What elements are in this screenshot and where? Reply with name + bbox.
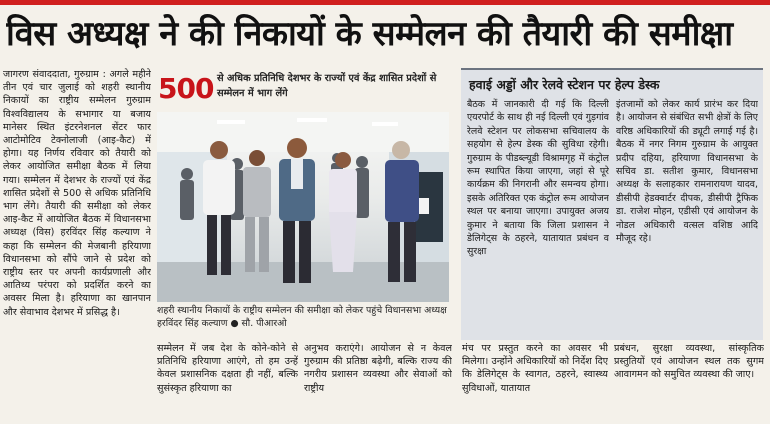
article-column-bottom-1: मंच पर प्रस्तुत करने का अवसर भी मिलेगा। उन्होंने अधिकारियों को निर्देश दिए कि डेलिगेट्स के स्वागत, ठहरने, स्वास्थ्य सुविधाओं, यातायात — [462, 343, 608, 394]
article-column-bottom-2: प्रबंधन, सुरक्षा व्यवस्था, सांस्कृतिक प्रस्तुतियों एवं आयोजन स्थल तक सुगम आवागमन को समुचित व्यवस्था की जाए। — [614, 343, 764, 381]
stat-number: 500 — [158, 72, 214, 105]
photo-caption: शहरी स्थानीय निकायों के राष्ट्रीय सम्मेलन की समीक्षा को लेकर पहुंचे विधानसभा अध्यक्ष हरविंदर सिंह कल्याण ● सौ. पीआरओ — [157, 305, 447, 329]
article-column-mid-1: सम्मेलन में जब देश के कोने-कोने से प्रतिनिधि हरियाणा आएंगे, तो हम उन्हें केवल प्रशासनिक दक्षता ही नहीं, बल्कि सुसंस्कृत हरियाणा का — [157, 343, 298, 394]
article-column-left: जागरण संवाददाता, गुरुग्राम : अगले महीने तीन एवं चार जुलाई को शहरी स्थानीय निकायों का राष्ट्रीय सम्मेलन गुरुग्राम विश्वविद्यालय के सभागार या बजाय मानेसर स्थित इंटरनेशनल सेंटर फार आटोमोटिव टेक्नोलाजी (आइ-कैट) में होगा। यह निर्णय रविवार को तैयारी को लेकर आयोजित समीक्षा बैठक में लिया गया। सम्मेलन में देशभर के राज्यों एवं केंद्र शासित प्रदेशों से 500 से अधिक प्रतिनिधि भाग लेंगे। तैयारी की समीक्षा को लेकर आइ-कैट में आयोजित बैठक में विधानसभा अध्यक्ष (विस) हरविंदर सिंह कल्याण ने कहा कि सम्मेलन की मेजबानी हरियाणा विधानसभा को सौंपे जाने से प्रदेश को राष्ट्रीय स्तर पर अपनी कार्यप्रणाली और आतिथ्य परंपरा को प्रदर्शित करने का अवसर मिला है। हरियाणा का खानपान और सेवाभाव देशभर में प्रसिद्ध है। — [3, 69, 151, 318]
headline: विस अध्यक्ष ने की निकायों के सम्मेलन की तैयारी की समीक्षा — [6, 14, 733, 54]
box-column-2: इंतजामों को लेकर कार्य प्रारंभ कर दिया है। आयोजन से संबंधित सभी क्षेत्रों के लिए वरिष्ठ अधिकारियों की ड्यूटी लगाई गई है। बैठक में नगर निगम गुरुग्राम के आयुक्त प्रदीप दहिया, हरियाणा विधानसभा के सचिव डा. सतीश कुमार, विधानसभा अध्यक्ष के सलाहकार रामनारायण यादव, डीसीपी हेडक्वार्टर दीपक, डीसीपी ट्रैफिक डा. राजेश मोहन, एडीसी एवं आयोजन के नोडल अधिकारी वत्सल वशिष्ठ आदि मौजूद रहे। — [616, 99, 758, 245]
help-desk-box — [461, 68, 763, 340]
news-photo — [157, 112, 449, 302]
article-column-mid-2: अनुभव कराएंगे। आयोजन से न केवल गुरुग्राम की प्रतिष्ठा बढ़ेगी, बल्कि राज्य की नगरीय प्रशासन व्यवस्था और सेवाओं को राष्ट्रीय — [304, 343, 452, 394]
stat-text: से अधिक प्रतिनिधि देशभर के राज्यों एवं केंद्र शासित प्रदेशों से सम्मेलन में भाग लेंगे — [217, 73, 437, 99]
box-title: हवाई अड्डों और रेलवे स्टेशन पर हेल्प डेस्क — [469, 77, 660, 92]
top-red-rule — [0, 0, 770, 5]
box-column-1: बैठक में जानकारी दी गई कि दिल्ली एयरपोर्ट के साथ ही नई दिल्ली एवं गुड़गांव रेलवे स्टेशन पर लोकसभा सचिवालय के सहयोग से हेल्प डेस्क की सुविधा रहेगी। गुरुग्राम के पीडब्ल्यूडी विश्रामगृह में कंट्रोल रूम स्थापित किया जाएगा, जहां से पूरे कार्यक्रम की निगरानी और समन्वय होगा। इसके अतिरिक्त एक कंट्रोल रूम आयोजन स्थल पर बनाया जाएगा। उपायुक्त अजय कुमार ने बताया कि जिला प्रशासन ने डेलिगेट्स के ठहरने, यातायात प्रबंधन व सुरक्षा — [467, 99, 609, 258]
